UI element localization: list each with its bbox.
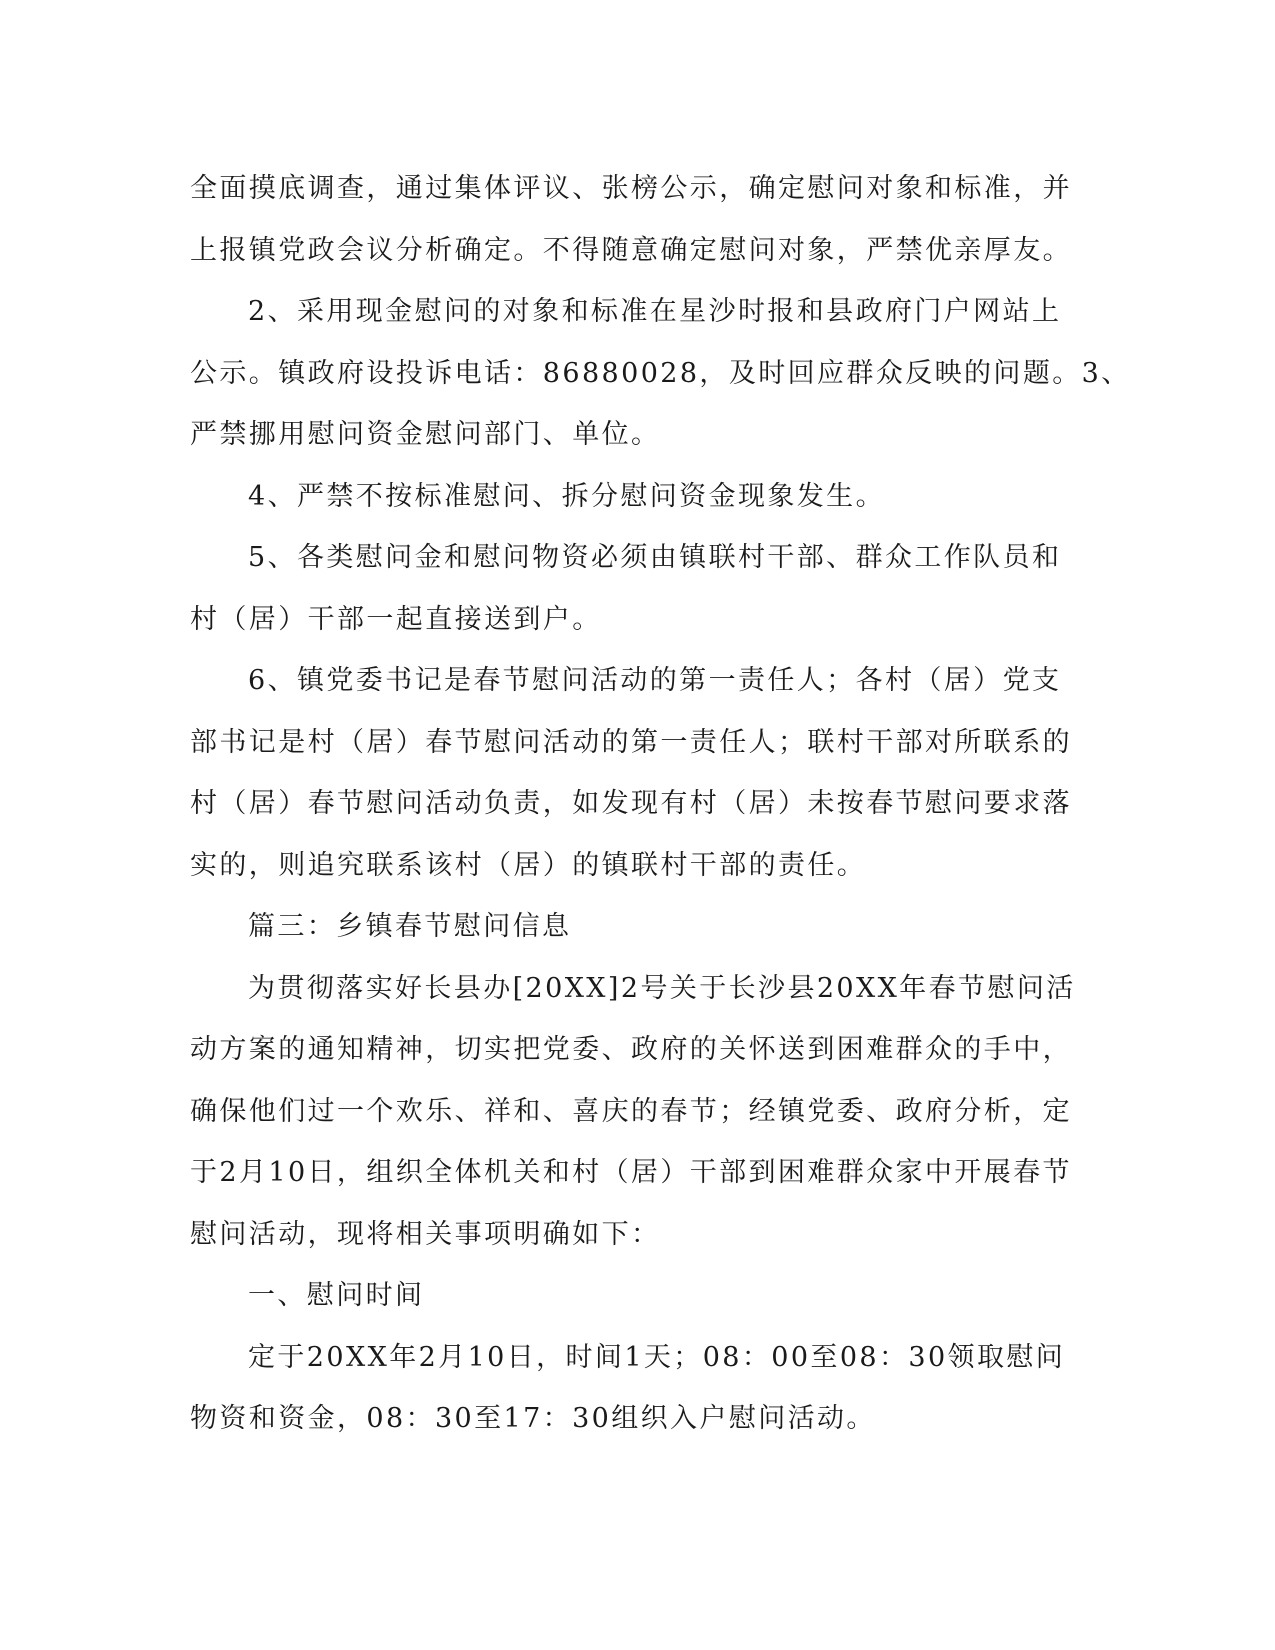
paragraph-item-5	[190, 527, 1070, 650]
document-body	[190, 158, 1131, 1450]
paragraph-item-4	[190, 466, 1070, 528]
text-line: 为贯彻落实好长县办[20XX]2号关于长沙县20XX年春节慰问活	[248, 972, 1076, 1004]
text-line: 村（居）干部一起直接送到户。	[190, 603, 602, 635]
text-line: 于2月10日，组织全体机关和村（居）干部到困难群众家中开展春节	[190, 1157, 1072, 1188]
text-line: 篇三：乡镇春节慰问信息	[248, 911, 572, 942]
text-line: 物资和资金，08：30至17：30组织入户慰问活动。	[190, 1403, 876, 1434]
paragraph-selection-process	[190, 158, 1070, 281]
text-line: 一、慰问时间	[248, 1280, 425, 1311]
text-line: 5、各类慰问金和慰问物资必须由镇联村干部、群众工作队员和	[248, 542, 1062, 573]
text-line: 全面摸底调查，通过集体评议、张榜公示，确定慰问对象和标准，并	[190, 173, 1072, 204]
text-line: 公示。镇政府设投诉电话：86880028，及时回应群众反映的问题。3、	[190, 357, 1131, 389]
paragraph-schedule	[190, 1327, 1070, 1450]
text-line: 6、镇党委书记是春节慰问活动的第一责任人；各村（居）党支	[248, 665, 1062, 696]
text-line: 村（居）春节慰问活动负责，如发现有村（居）未按春节慰问要求落	[190, 788, 1072, 819]
paragraph-intro	[190, 958, 1076, 1266]
section-heading-part-three	[190, 896, 1070, 958]
text-line: 定于20XX年2月10日，时间1天；08：00至08：30领取慰问	[248, 1341, 1066, 1373]
text-line: 慰问活动，现将相关事项明确如下：	[190, 1218, 661, 1250]
paragraph-item-6	[190, 650, 1070, 896]
text-line: 确保他们过一个欢乐、祥和、喜庆的春节；经镇党委、政府分析，定	[190, 1095, 1072, 1127]
text-line: 实的，则追究联系该村（居）的镇联村干部的责任。	[190, 849, 867, 881]
text-line: 2、采用现金慰问的对象和标准在星沙时报和县政府门户网站上	[248, 296, 1062, 327]
section-heading-time	[190, 1265, 1070, 1327]
text-line: 部书记是村（居）春节慰问活动的第一责任人；联村干部对所联系的	[190, 726, 1072, 758]
text-line: 动方案的通知精神，切实把党委、政府的关怀送到困难群众的手中，	[190, 1034, 1072, 1065]
text-line: 上报镇党政会议分析确定。不得随意确定慰问对象，严禁优亲厚友。	[190, 234, 1072, 266]
text-line: 4、严禁不按标准慰问、拆分慰问资金现象发生。	[248, 480, 885, 512]
paragraph-item-2	[190, 281, 1131, 466]
text-line: 严禁挪用慰问资金慰问部门、单位。	[190, 419, 661, 450]
